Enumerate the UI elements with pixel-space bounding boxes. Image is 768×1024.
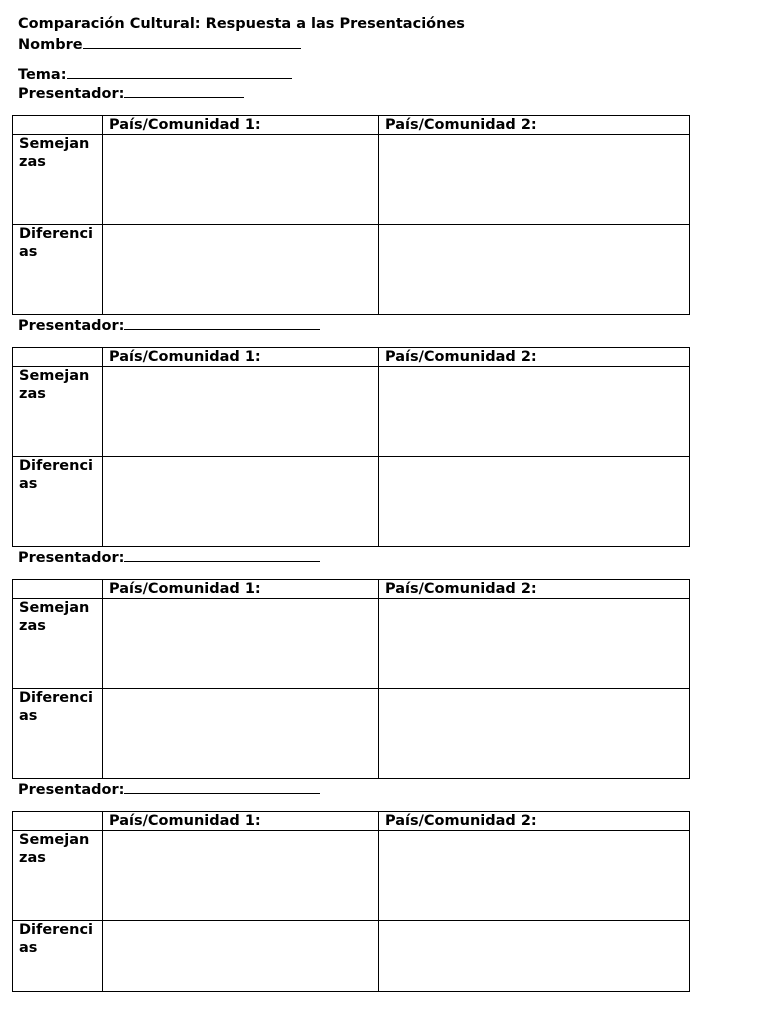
diferencias-label: Diferencias	[13, 225, 103, 315]
semejanzas-country-2-cell[interactable]	[379, 135, 690, 225]
table-row	[13, 831, 690, 921]
country-2-header: País/Comunidad 2:	[379, 348, 690, 367]
presentador-blank-field[interactable]	[124, 780, 320, 794]
tema-row	[18, 65, 292, 84]
presentador-row-4	[18, 780, 320, 799]
empty-header-cell	[13, 812, 103, 831]
empty-header-cell	[13, 116, 103, 135]
diferencias-country-2-cell[interactable]	[379, 921, 690, 992]
country-2-header: País/Comunidad 2:	[379, 812, 690, 831]
country-1-header: País/Comunidad 1:	[103, 116, 379, 135]
presentador-label: Presentador:	[18, 86, 125, 102]
presentador-blank-field[interactable]	[124, 548, 320, 562]
table-row	[13, 225, 690, 315]
nombre-blank-field[interactable]	[83, 35, 301, 49]
comparison-table-1	[12, 115, 690, 315]
diferencias-country-2-cell[interactable]	[379, 225, 690, 315]
diferencias-country-1-cell[interactable]	[103, 689, 379, 779]
table-row	[13, 921, 690, 992]
country-1-header: País/Comunidad 1:	[103, 812, 379, 831]
semejanzas-country-2-cell[interactable]	[379, 367, 690, 457]
diferencias-label: Diferencias	[13, 689, 103, 779]
diferencias-country-2-cell[interactable]	[379, 457, 690, 547]
tema-blank-field[interactable]	[67, 65, 292, 79]
page-title: Comparación Cultural: Respuesta a las Presentaciónes	[18, 16, 465, 32]
table-row	[13, 457, 690, 547]
presentador-row-1	[18, 84, 244, 103]
comparison-table-2	[12, 347, 690, 547]
presentador-row-2	[18, 316, 320, 335]
table-header-row	[13, 580, 690, 599]
table-row	[13, 599, 690, 689]
diferencias-country-1-cell[interactable]	[103, 457, 379, 547]
semejanzas-label: Semejanzas	[13, 135, 103, 225]
presentador-blank-field[interactable]	[124, 316, 320, 330]
empty-header-cell	[13, 348, 103, 367]
semejanzas-label: Semejanzas	[13, 367, 103, 457]
tema-label: Tema:	[18, 67, 67, 83]
diferencias-country-2-cell[interactable]	[379, 689, 690, 779]
semejanzas-country-1-cell[interactable]	[103, 135, 379, 225]
diferencias-label: Diferencias	[13, 457, 103, 547]
presentador-label: Presentador:	[18, 550, 125, 566]
semejanzas-label: Semejanzas	[13, 599, 103, 689]
country-1-header: País/Comunidad 1:	[103, 348, 379, 367]
diferencias-country-1-cell[interactable]	[103, 921, 379, 992]
diferencias-country-1-cell[interactable]	[103, 225, 379, 315]
presentador-row-3	[18, 548, 320, 567]
presentador-label: Presentador:	[18, 782, 125, 798]
country-1-header: País/Comunidad 1:	[103, 580, 379, 599]
comparison-table-4	[12, 811, 690, 992]
table-row	[13, 689, 690, 779]
empty-header-cell	[13, 580, 103, 599]
table-row	[13, 135, 690, 225]
semejanzas-label: Semejanzas	[13, 831, 103, 921]
semejanzas-country-1-cell[interactable]	[103, 367, 379, 457]
presentador-label: Presentador:	[18, 318, 125, 334]
table-row	[13, 367, 690, 457]
nombre-row	[18, 35, 301, 54]
country-2-header: País/Comunidad 2:	[379, 116, 690, 135]
semejanzas-country-1-cell[interactable]	[103, 599, 379, 689]
table-header-row	[13, 116, 690, 135]
semejanzas-country-1-cell[interactable]	[103, 831, 379, 921]
semejanzas-country-2-cell[interactable]	[379, 599, 690, 689]
semejanzas-country-2-cell[interactable]	[379, 831, 690, 921]
nombre-label: Nombre	[18, 37, 83, 53]
table-header-row	[13, 348, 690, 367]
diferencias-label: Diferencias	[13, 921, 103, 992]
country-2-header: País/Comunidad 2:	[379, 580, 690, 599]
comparison-table-3	[12, 579, 690, 779]
presentador-blank-field[interactable]	[124, 84, 244, 98]
table-header-row	[13, 812, 690, 831]
